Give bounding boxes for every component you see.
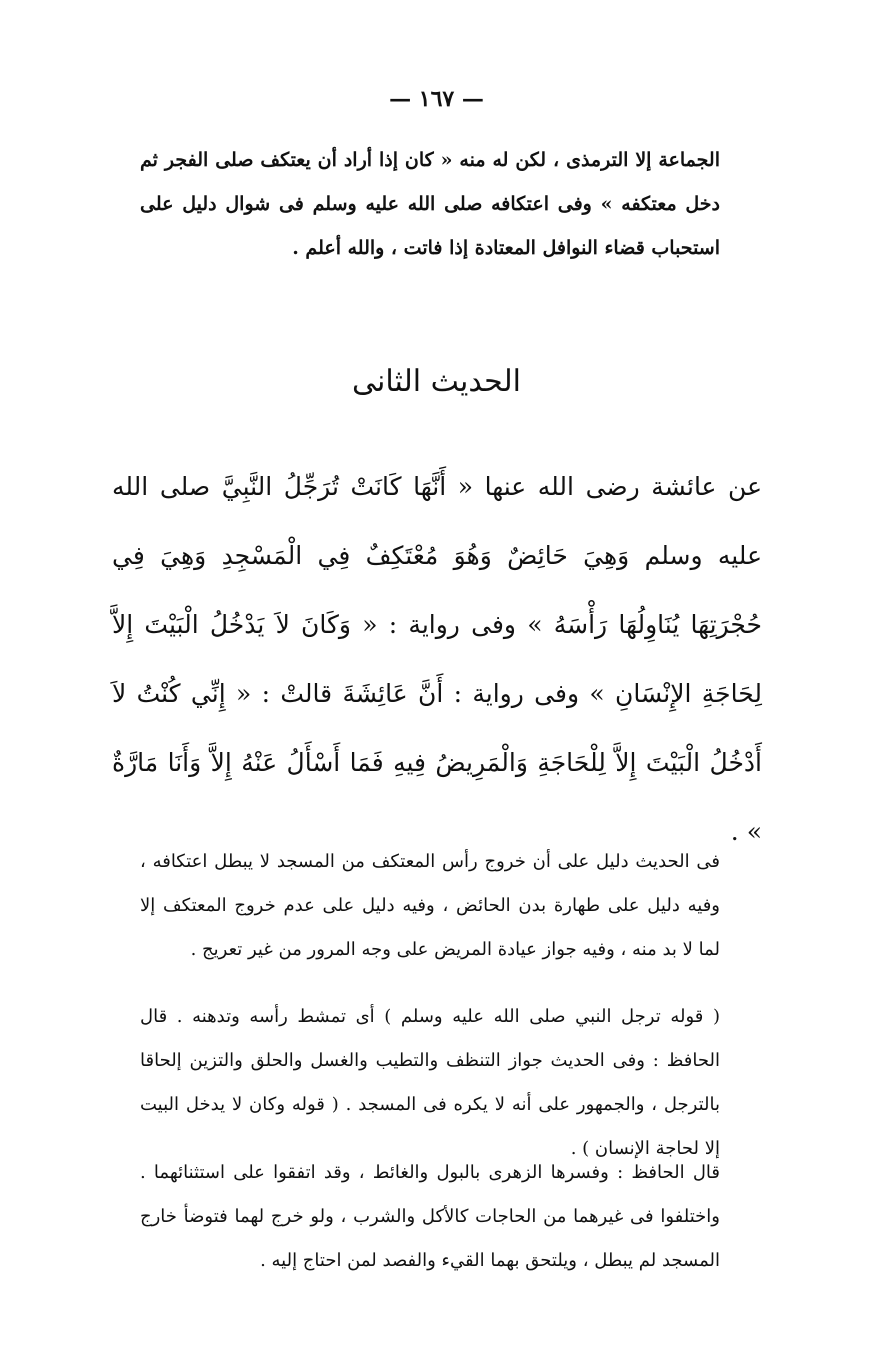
commentary-paragraph-1	[140, 822, 720, 990]
section-heading: الحديث الثانى	[352, 364, 521, 399]
hadith-text: عن عائشة رضى الله عنها « أَنَّهَا كَانَتْ تُرَجِّلُ النَّبِيَّ صلى الله عليه وسلم وَهِيَ حَائِضٌ وَهُوَ مُعْتَكِفٌ فِي الْمَسْجِدِ وَهِيَ فِي حُجْرَتِهَا يُنَاوِلُهَا رَأْسَهُ » وفى رواية : « وَكَانَ لاَ يَدْخُلُ الْبَيْتَ إِلاَّ لِحَاجَةِ الإِنْسَانِ » وفى رواية : أَنَّ عَائِشَةَ قالتْ : « إِنِّي كُنْتُ لاَ أَدْخُلُ الْبَيْتَ إِلاَّ لِلْحَاجَةِ وَالْمَرِيضُ فِيهِ فَمَا أَسْأَلُ عَنْهُ إِلاَّ وَأَنَا مَارَّةٌ » .	[112, 472, 762, 846]
hadith-paragraph	[112, 452, 762, 866]
commentary-text-1: فى الحديث دليل على أن خروج رأس المعتكف من المسجد لا يبطل اعتكافه ، وفيه دليل على طهارة بدن الحائض ، وفيه دليل على عدم خروج المعتكف إلا لما لا بد منه ، وفيه جواز عيادة المريض على وجه المرور من غير تعريج .	[140, 851, 720, 960]
commentary-text-3: قال الحافظ : وفسرها الزهرى بالبول والغائط ، وقد اتفقوا على استثنائهما . واختلفوا فى غيرهما من الحاجات كالأكل والشرب ، ولو خرج لهما فتوضأ خارج المسجد لم يبطل ، ويلتحق بهما القيء والفصد لمن احتاج إليه .	[140, 1162, 720, 1271]
commentary-text-2: ( قوله ترجل النبي صلى الله عليه وسلم ) أى تمشط رأسه وتدهنه . قال الحافظ : وفى الحديث جواز التنظف والتطيب والغسل والحلق والتزين إلحاقا بالترجل ، والجمهور على أنه لا يكره فى المسجد . ( قوله وكان لا يدخل البيت إلا لحاجة الإنسان ) .	[140, 1006, 720, 1159]
intro-text: الجماعة إلا الترمذى ، لكن له منه « كان إذا أراد أن يعتكف صلى الفجر ثم دخل معتكفه » وفى اعتكافه صلى الله عليه وسلم فى شوال دليل على استحباب قضاء النوافل المعتادة إذا فاتت ، والله أعلم .	[140, 149, 720, 259]
intro-paragraph	[140, 138, 720, 270]
commentary-paragraph-3	[140, 1133, 720, 1301]
page-number: — ١٦٧ —	[389, 86, 484, 112]
